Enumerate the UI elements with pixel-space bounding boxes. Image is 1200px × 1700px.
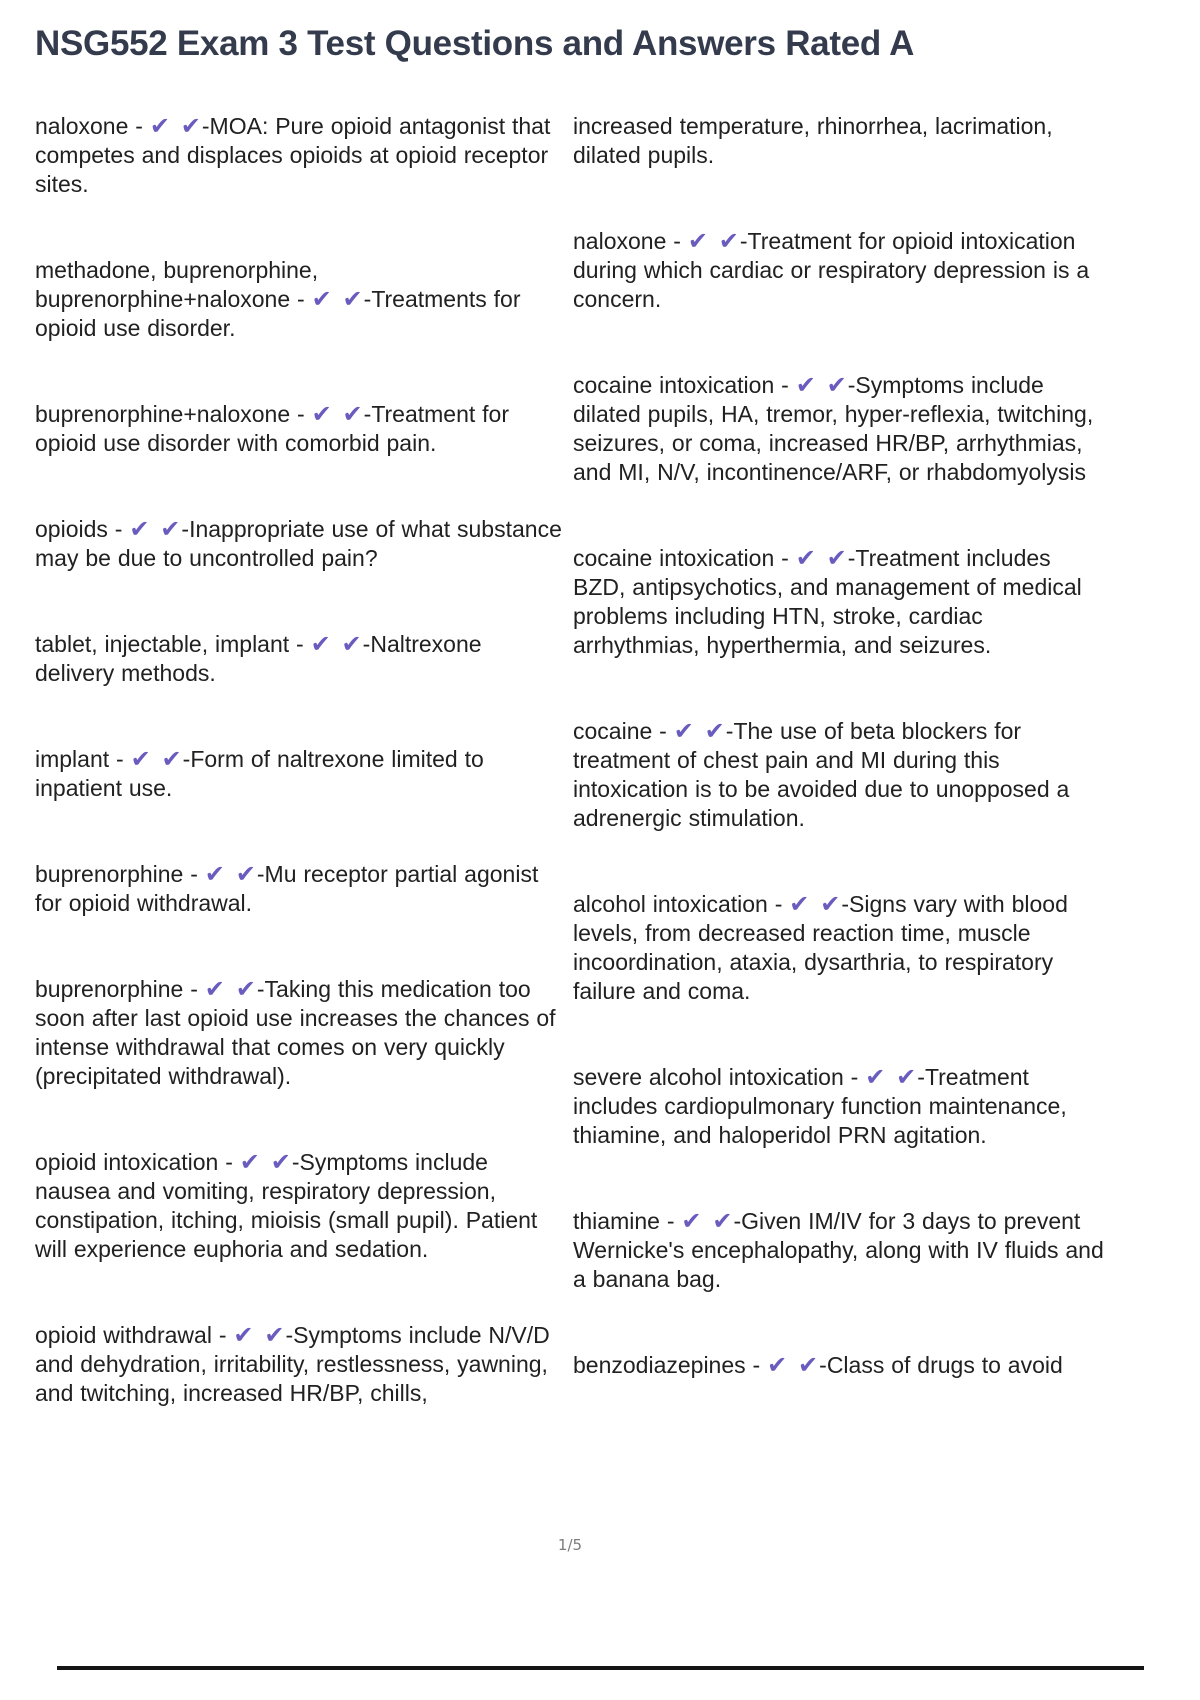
qa-term: naloxone - xyxy=(35,113,150,139)
qa-definition: -Form of naltrexone limited to inpatient use. xyxy=(35,746,484,801)
qa-text xyxy=(35,1321,563,1408)
double-check-icon: ✔ ✔ xyxy=(310,630,363,658)
qa-text xyxy=(573,1063,1107,1150)
qa-definition: -The use of beta blockers for treatment of chest pain and MI during this intoxication is to be avoided due to unopposed a adrenergic stimulation. xyxy=(573,718,1070,831)
qa-definition: -Treatment includes BZD, antipsychotics, and management of medical problems including HTN, stroke, cardiac arrhythmias, hyperthermia, and seizures. xyxy=(573,545,1082,658)
qa-text xyxy=(35,256,563,343)
qa-definition: -Treatment for opioid use disorder with comorbid pain. xyxy=(35,401,510,456)
qa-term: benzodiazepines - xyxy=(573,1352,768,1378)
qa-term: opioids - xyxy=(35,516,130,542)
page-indicator: 1/5 xyxy=(557,1536,583,1554)
qa-block xyxy=(573,1207,1107,1294)
qa-block xyxy=(573,890,1107,1006)
page-title: NSG552 Exam 3 Test Questions and Answers Rated A xyxy=(35,24,915,63)
qa-text xyxy=(35,1148,563,1264)
qa-text xyxy=(573,890,1107,1006)
qa-text xyxy=(35,860,563,918)
double-check-icon: ✔ ✔ xyxy=(239,1148,292,1176)
qa-definition: -Symptoms include nausea and vomiting, respiratory depression, constipation, itching, mioisis (small pupil). Patient will experience euphoria and sedation. xyxy=(35,1149,538,1262)
qa-text xyxy=(35,975,563,1091)
qa-definition: -Given IM/IV for 3 days to prevent Wernicke's encephalopathy, along with IV fluids and a banana bag. xyxy=(573,1208,1104,1292)
double-check-icon: ✔ ✔ xyxy=(795,544,848,572)
left-column xyxy=(35,112,563,1465)
qa-block xyxy=(35,630,563,688)
qa-block xyxy=(35,400,563,458)
qa-text xyxy=(573,1207,1107,1294)
qa-block xyxy=(573,1063,1107,1150)
qa-term: implant - xyxy=(35,746,131,772)
qa-term: thiamine - xyxy=(573,1208,682,1234)
qa-text xyxy=(573,717,1107,833)
qa-text xyxy=(573,227,1107,314)
double-check-icon: ✔ ✔ xyxy=(687,227,740,255)
qa-term: naloxone - xyxy=(573,228,688,254)
qa-term: cocaine - xyxy=(573,718,674,744)
qa-block xyxy=(35,1321,563,1408)
qa-block xyxy=(35,256,563,343)
qa-text xyxy=(35,515,563,573)
double-check-icon: ✔ ✔ xyxy=(681,1207,734,1235)
qa-definition: -MOA: Pure opioid antagonist that competes and displaces opioids at opioid receptor sites. xyxy=(35,113,551,197)
qa-block xyxy=(35,515,563,573)
double-check-icon: ✔ ✔ xyxy=(233,1321,286,1349)
qa-term: opioid withdrawal - xyxy=(35,1322,234,1348)
qa-term: buprenorphine+naloxone - xyxy=(35,401,312,427)
qa-block xyxy=(573,1351,1107,1380)
qa-definition: -Class of drugs to avoid xyxy=(819,1352,1063,1378)
qa-text xyxy=(573,1351,1107,1380)
qa-block xyxy=(35,745,563,803)
qa-block xyxy=(573,717,1107,833)
qa-block xyxy=(35,112,563,199)
qa-definition: -Inappropriate use of what substance may be due to uncontrolled pain? xyxy=(35,516,562,571)
double-check-icon: ✔ ✔ xyxy=(789,890,842,918)
qa-term: tablet, injectable, implant - xyxy=(35,631,311,657)
footer-divider xyxy=(57,1666,1144,1670)
qa-text xyxy=(35,630,563,688)
qa-block xyxy=(573,227,1107,314)
qa-block xyxy=(35,975,563,1091)
qa-definition: -Treatments for opioid use disorder. xyxy=(35,286,521,341)
qa-term: methadone, buprenorphine, buprenorphine+naloxone - xyxy=(35,257,319,312)
double-check-icon: ✔ ✔ xyxy=(311,400,364,428)
qa-definition: -Naltrexone delivery methods. xyxy=(35,631,482,686)
qa-definition: -Signs vary with blood levels, from decreased reaction time, muscle incoordination, ataxia, dysarthria, to respiratory failure and coma. xyxy=(573,891,1068,1004)
qa-text xyxy=(35,112,563,199)
double-check-icon: ✔ ✔ xyxy=(311,285,364,313)
double-check-icon: ✔ ✔ xyxy=(149,112,202,140)
qa-term: buprenorphine - xyxy=(35,976,205,1002)
qa-definition: -Treatment for opioid intoxication during which cardiac or respiratory depression is a concern. xyxy=(573,228,1090,312)
double-check-icon: ✔ ✔ xyxy=(130,745,183,773)
qa-text xyxy=(573,544,1107,660)
qa-block xyxy=(573,544,1107,660)
double-check-icon: ✔ ✔ xyxy=(673,717,726,745)
qa-definition: -Taking this medication too soon after last opioid use increases the chances of intense withdrawal that comes on very quickly (precipitated withdrawal). xyxy=(35,976,556,1089)
qa-block xyxy=(573,112,1107,170)
double-check-icon: ✔ ✔ xyxy=(204,975,257,1003)
double-check-icon: ✔ ✔ xyxy=(865,1063,918,1091)
qa-definition: -Symptoms include dilated pupils, HA, tremor, hyper-reflexia, twitching, seizures, or coma, increased HR/BP, arrhythmias, and MI, N/V, incontinence/ARF, or rhabdomyolysis xyxy=(573,372,1094,485)
qa-term: cocaine intoxication - xyxy=(573,545,796,571)
double-check-icon: ✔ ✔ xyxy=(204,860,257,888)
qa-term: opioid intoxication - xyxy=(35,1149,240,1175)
double-check-icon: ✔ ✔ xyxy=(767,1351,820,1379)
qa-text xyxy=(35,400,563,458)
qa-block xyxy=(35,860,563,918)
qa-term: buprenorphine - xyxy=(35,861,205,887)
qa-continuation: increased temperature, rhinorrhea, lacrimation, dilated pupils. xyxy=(573,113,1053,168)
qa-term: cocaine intoxication - xyxy=(573,372,796,398)
qa-definition: -Treatment includes cardiopulmonary function maintenance, thiamine, and haloperidol PRN agitation. xyxy=(573,1064,1067,1148)
qa-text xyxy=(573,112,1107,170)
double-check-icon: ✔ ✔ xyxy=(795,371,848,399)
right-column xyxy=(573,112,1107,1437)
double-check-icon: ✔ ✔ xyxy=(129,515,182,543)
qa-term: severe alcohol intoxication - xyxy=(573,1064,866,1090)
qa-definition: -Mu receptor partial agonist for opioid withdrawal. xyxy=(35,861,539,916)
qa-term: alcohol intoxication - xyxy=(573,891,790,917)
qa-definition: -Symptoms include N/V/D and dehydration, irritability, restlessness, yawning, and twitching, increased HR/BP, chills, xyxy=(35,1322,550,1406)
qa-text xyxy=(35,745,563,803)
qa-block xyxy=(35,1148,563,1264)
qa-text xyxy=(573,371,1107,487)
qa-block xyxy=(573,371,1107,487)
